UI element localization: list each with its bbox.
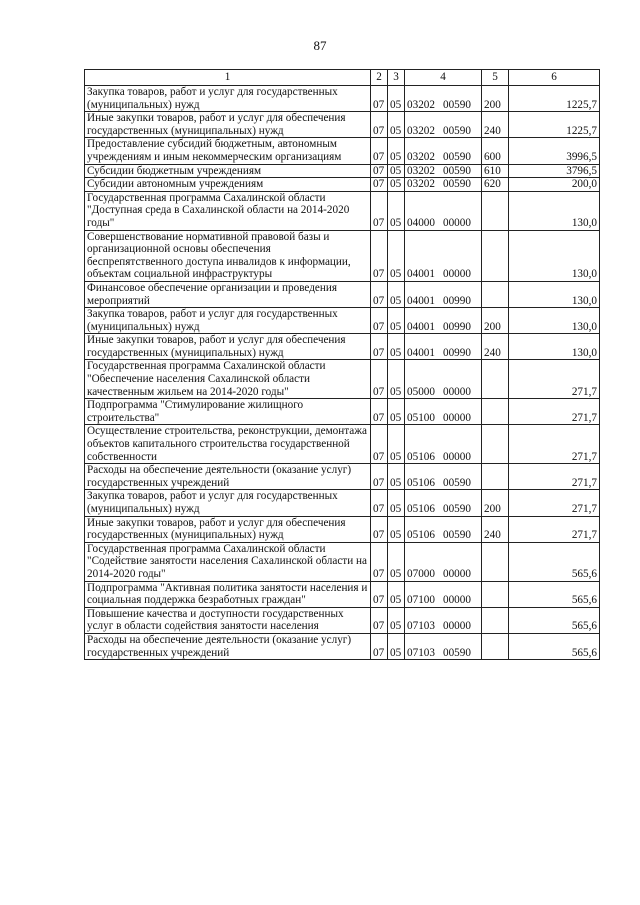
amount: 271,7 [509, 399, 600, 425]
table-body [85, 86, 600, 660]
target-code-part: 00000 [442, 594, 471, 607]
target-code-part: 04001 [407, 294, 435, 307]
item-name: Подпрограмма "Активная политика занятости населения и социальная поддержка безработных граждан" [85, 581, 371, 607]
section-code: 07 [371, 178, 388, 192]
target-code-part: 00000 [442, 385, 471, 398]
section-code: 07 [371, 138, 388, 164]
subsection-code: 05 [388, 425, 405, 464]
section-code: 07 [371, 86, 388, 112]
amount: 130,0 [509, 334, 600, 360]
target-code [405, 308, 482, 334]
table-row [85, 581, 600, 607]
target-code [405, 399, 482, 425]
target-code-part: 00590 [442, 150, 471, 163]
amount: 130,0 [509, 191, 600, 230]
target-code-part: 00590 [442, 503, 471, 515]
target-code-part: 05106 [407, 476, 435, 489]
target-code [405, 490, 482, 516]
section-code: 07 [371, 399, 388, 425]
page-number: 87 [313, 38, 327, 53]
table-row [85, 308, 600, 334]
item-name: Совершенствование нормативной правовой базы и организационной основы обеспечения беспрепятственного доступа инвалидов к информации, объектам социальной инфраструктуры [85, 230, 371, 281]
table-row [85, 138, 600, 164]
expense-type-code [482, 399, 509, 425]
item-name: Иные закупки товаров, работ и услуг для обеспечения государственных (муниципальных) нужд [85, 334, 371, 360]
subsection-code: 05 [388, 542, 405, 581]
target-code-part: 03202 [407, 98, 435, 111]
subsection-code: 05 [388, 399, 405, 425]
target-code [405, 425, 482, 464]
table-row [85, 464, 600, 490]
item-name: Иные закупки товаров, работ и услуг для обеспечения государственных (муниципальных) нужд [85, 516, 371, 542]
amount: 271,7 [509, 464, 600, 490]
expense-type-code: 610 [482, 164, 509, 178]
target-code-part: 03202 [407, 124, 435, 137]
target-code-part: 00590 [442, 124, 471, 137]
item-name: Субсидии автономным учреждениям [85, 178, 371, 192]
target-code [405, 334, 482, 360]
amount: 271,7 [509, 516, 600, 542]
table-row [85, 334, 600, 360]
expense-type-code [482, 281, 509, 307]
expense-type-code [482, 542, 509, 581]
header-cell: 3 [388, 70, 405, 86]
item-name: Расходы на обеспечение деятельности (оказание услуг) государственных учреждений [85, 633, 371, 659]
amount: 565,6 [509, 633, 600, 659]
table-row [85, 230, 600, 281]
amount: 565,6 [509, 607, 600, 633]
section-code: 07 [371, 490, 388, 516]
expense-type-code [482, 581, 509, 607]
table-row [85, 178, 600, 192]
table-row [85, 425, 600, 464]
target-code [405, 464, 482, 490]
target-code [405, 581, 482, 607]
section-code: 07 [371, 633, 388, 659]
subsection-code: 05 [388, 230, 405, 281]
target-code [405, 164, 482, 178]
table-row [85, 164, 600, 178]
target-code-part: 05106 [407, 529, 435, 542]
subsection-code: 05 [388, 607, 405, 633]
target-code-part: 04001 [407, 268, 435, 281]
amount: 1225,7 [509, 112, 600, 138]
target-code [405, 86, 482, 112]
target-code-part: 05106 [407, 503, 435, 515]
section-code: 07 [371, 581, 388, 607]
table-row [85, 542, 600, 581]
target-code [405, 281, 482, 307]
amount: 3796,5 [509, 164, 600, 178]
expense-type-code [482, 464, 509, 490]
amount: 1225,7 [509, 86, 600, 112]
subsection-code: 05 [388, 581, 405, 607]
amount: 130,0 [509, 308, 600, 334]
header-cell: 6 [509, 70, 600, 86]
section-code: 07 [371, 516, 388, 542]
expense-type-code: 200 [482, 490, 509, 516]
table-row [85, 490, 600, 516]
target-code-part: 04001 [407, 320, 435, 333]
header-row [85, 70, 600, 86]
target-code-part: 00000 [442, 268, 471, 281]
header-cell: 4 [405, 70, 482, 86]
expense-type-code [482, 191, 509, 230]
item-name: Закупка товаров, работ и услуг для государственных (муниципальных) нужд [85, 490, 371, 516]
target-code-part: 05000 [407, 385, 435, 398]
amount: 130,0 [509, 230, 600, 281]
subsection-code: 05 [388, 490, 405, 516]
table-row [85, 399, 600, 425]
expense-type-code: 600 [482, 138, 509, 164]
subsection-code: 05 [388, 516, 405, 542]
section-code: 07 [371, 607, 388, 633]
amount: 130,0 [509, 281, 600, 307]
subsection-code: 05 [388, 178, 405, 192]
item-name: Государственная программа Сахалинской области "Содействие занятости населения Сахалинской области на 2014-2020 годы" [85, 542, 371, 581]
target-code [405, 191, 482, 230]
expense-type-code [482, 633, 509, 659]
subsection-code: 05 [388, 138, 405, 164]
target-code-part: 03202 [407, 178, 435, 191]
target-code-part: 00000 [442, 567, 471, 580]
table-row [85, 633, 600, 659]
target-code-part: 00590 [442, 476, 471, 489]
header-cell: 2 [371, 70, 388, 86]
subsection-code: 05 [388, 164, 405, 178]
section-code: 07 [371, 164, 388, 178]
section-code: 07 [371, 542, 388, 581]
target-code-part: 07103 [407, 646, 435, 659]
table-row [85, 112, 600, 138]
item-name: Иные закупки товаров, работ и услуг для обеспечения государственных (муниципальных) нужд [85, 112, 371, 138]
header-cell: 5 [482, 70, 509, 86]
subsection-code: 05 [388, 464, 405, 490]
amount: 271,7 [509, 490, 600, 516]
target-code-part: 00000 [442, 620, 471, 633]
table-row [85, 360, 600, 399]
item-name: Финансовое обеспечение организации и проведения мероприятий [85, 281, 371, 307]
item-name: Государственная программа Сахалинской области "Обеспечение населения Сахалинской области качественным жильем на 2014-2020 годы" [85, 360, 371, 399]
budget-table [84, 69, 600, 660]
target-code-part: 00590 [442, 529, 471, 542]
section-code: 07 [371, 334, 388, 360]
item-name: Закупка товаров, работ и услуг для государственных (муниципальных) нужд [85, 86, 371, 112]
target-code-part: 05100 [407, 411, 435, 424]
expense-type-code [482, 230, 509, 281]
amount: 271,7 [509, 360, 600, 399]
expense-type-code: 240 [482, 516, 509, 542]
target-code-part: 00990 [442, 346, 471, 359]
table-row [85, 281, 600, 307]
item-name: Осуществление строительства, реконструкции, демонтажа объектов капитального строительства государственной собственности [85, 425, 371, 464]
table-row [85, 607, 600, 633]
expense-type-code: 620 [482, 178, 509, 192]
item-name: Подпрограмма "Стимулирование жилищного строительства" [85, 399, 371, 425]
expense-type-code: 200 [482, 86, 509, 112]
target-code [405, 542, 482, 581]
item-name: Повышение качества и доступности государственных услуг в области содействия занятости населения [85, 607, 371, 633]
target-code-part: 05106 [407, 450, 435, 463]
target-code-part: 03202 [407, 150, 435, 163]
target-code [405, 516, 482, 542]
target-code-part: 04000 [407, 216, 435, 229]
section-code: 07 [371, 112, 388, 138]
section-code: 07 [371, 425, 388, 464]
subsection-code: 05 [388, 281, 405, 307]
header-cell: 1 [85, 70, 371, 86]
section-code: 07 [371, 464, 388, 490]
expense-type-code [482, 360, 509, 399]
target-code [405, 230, 482, 281]
expense-type-code: 240 [482, 334, 509, 360]
target-code-part: 04001 [407, 346, 435, 359]
amount: 565,6 [509, 581, 600, 607]
subsection-code: 05 [388, 334, 405, 360]
section-code: 07 [371, 360, 388, 399]
table-row [85, 516, 600, 542]
section-code: 07 [371, 308, 388, 334]
expense-type-code [482, 425, 509, 464]
target-code [405, 633, 482, 659]
target-code-part: 00000 [442, 450, 471, 463]
expense-type-code: 200 [482, 308, 509, 334]
subsection-code: 05 [388, 112, 405, 138]
item-name: Расходы на обеспечение деятельности (оказание услуг) государственных учреждений [85, 464, 371, 490]
target-code [405, 360, 482, 399]
table-row [85, 86, 600, 112]
expense-type-code [482, 607, 509, 633]
target-code-part: 07000 [407, 567, 435, 580]
subsection-code: 05 [388, 191, 405, 230]
target-code-part: 00000 [442, 216, 471, 229]
target-code [405, 112, 482, 138]
subsection-code: 05 [388, 360, 405, 399]
target-code-part: 00590 [442, 98, 471, 111]
target-code-part: 07103 [407, 620, 435, 633]
target-code [405, 178, 482, 192]
item-name: Государственная программа Сахалинской области "Доступная среда в Сахалинской области на 2014-2020 годы" [85, 191, 371, 230]
subsection-code: 05 [388, 633, 405, 659]
item-name: Субсидии бюджетным учреждениям [85, 164, 371, 178]
expense-type-code: 240 [482, 112, 509, 138]
target-code-part: 00590 [442, 646, 471, 659]
target-code-part: 00590 [442, 178, 471, 191]
target-code-part: 00590 [442, 164, 471, 177]
section-code: 07 [371, 191, 388, 230]
amount: 200,0 [509, 178, 600, 192]
item-name: Закупка товаров, работ и услуг для государственных (муниципальных) нужд [85, 308, 371, 334]
amount: 3996,5 [509, 138, 600, 164]
target-code-part: 00990 [442, 294, 471, 307]
target-code [405, 607, 482, 633]
subsection-code: 05 [388, 308, 405, 334]
amount: 565,6 [509, 542, 600, 581]
target-code-part: 00000 [442, 411, 471, 424]
section-code: 07 [371, 281, 388, 307]
target-code-part: 03202 [407, 164, 435, 177]
section-code: 07 [371, 230, 388, 281]
item-name: Предоставление субсидий бюджетным, автономным учреждениям и иным некоммерческим организациям [85, 138, 371, 164]
table-row [85, 191, 600, 230]
amount: 271,7 [509, 425, 600, 464]
target-code-part: 07100 [407, 594, 435, 607]
target-code [405, 138, 482, 164]
subsection-code: 05 [388, 86, 405, 112]
target-code-part: 00990 [442, 320, 471, 333]
